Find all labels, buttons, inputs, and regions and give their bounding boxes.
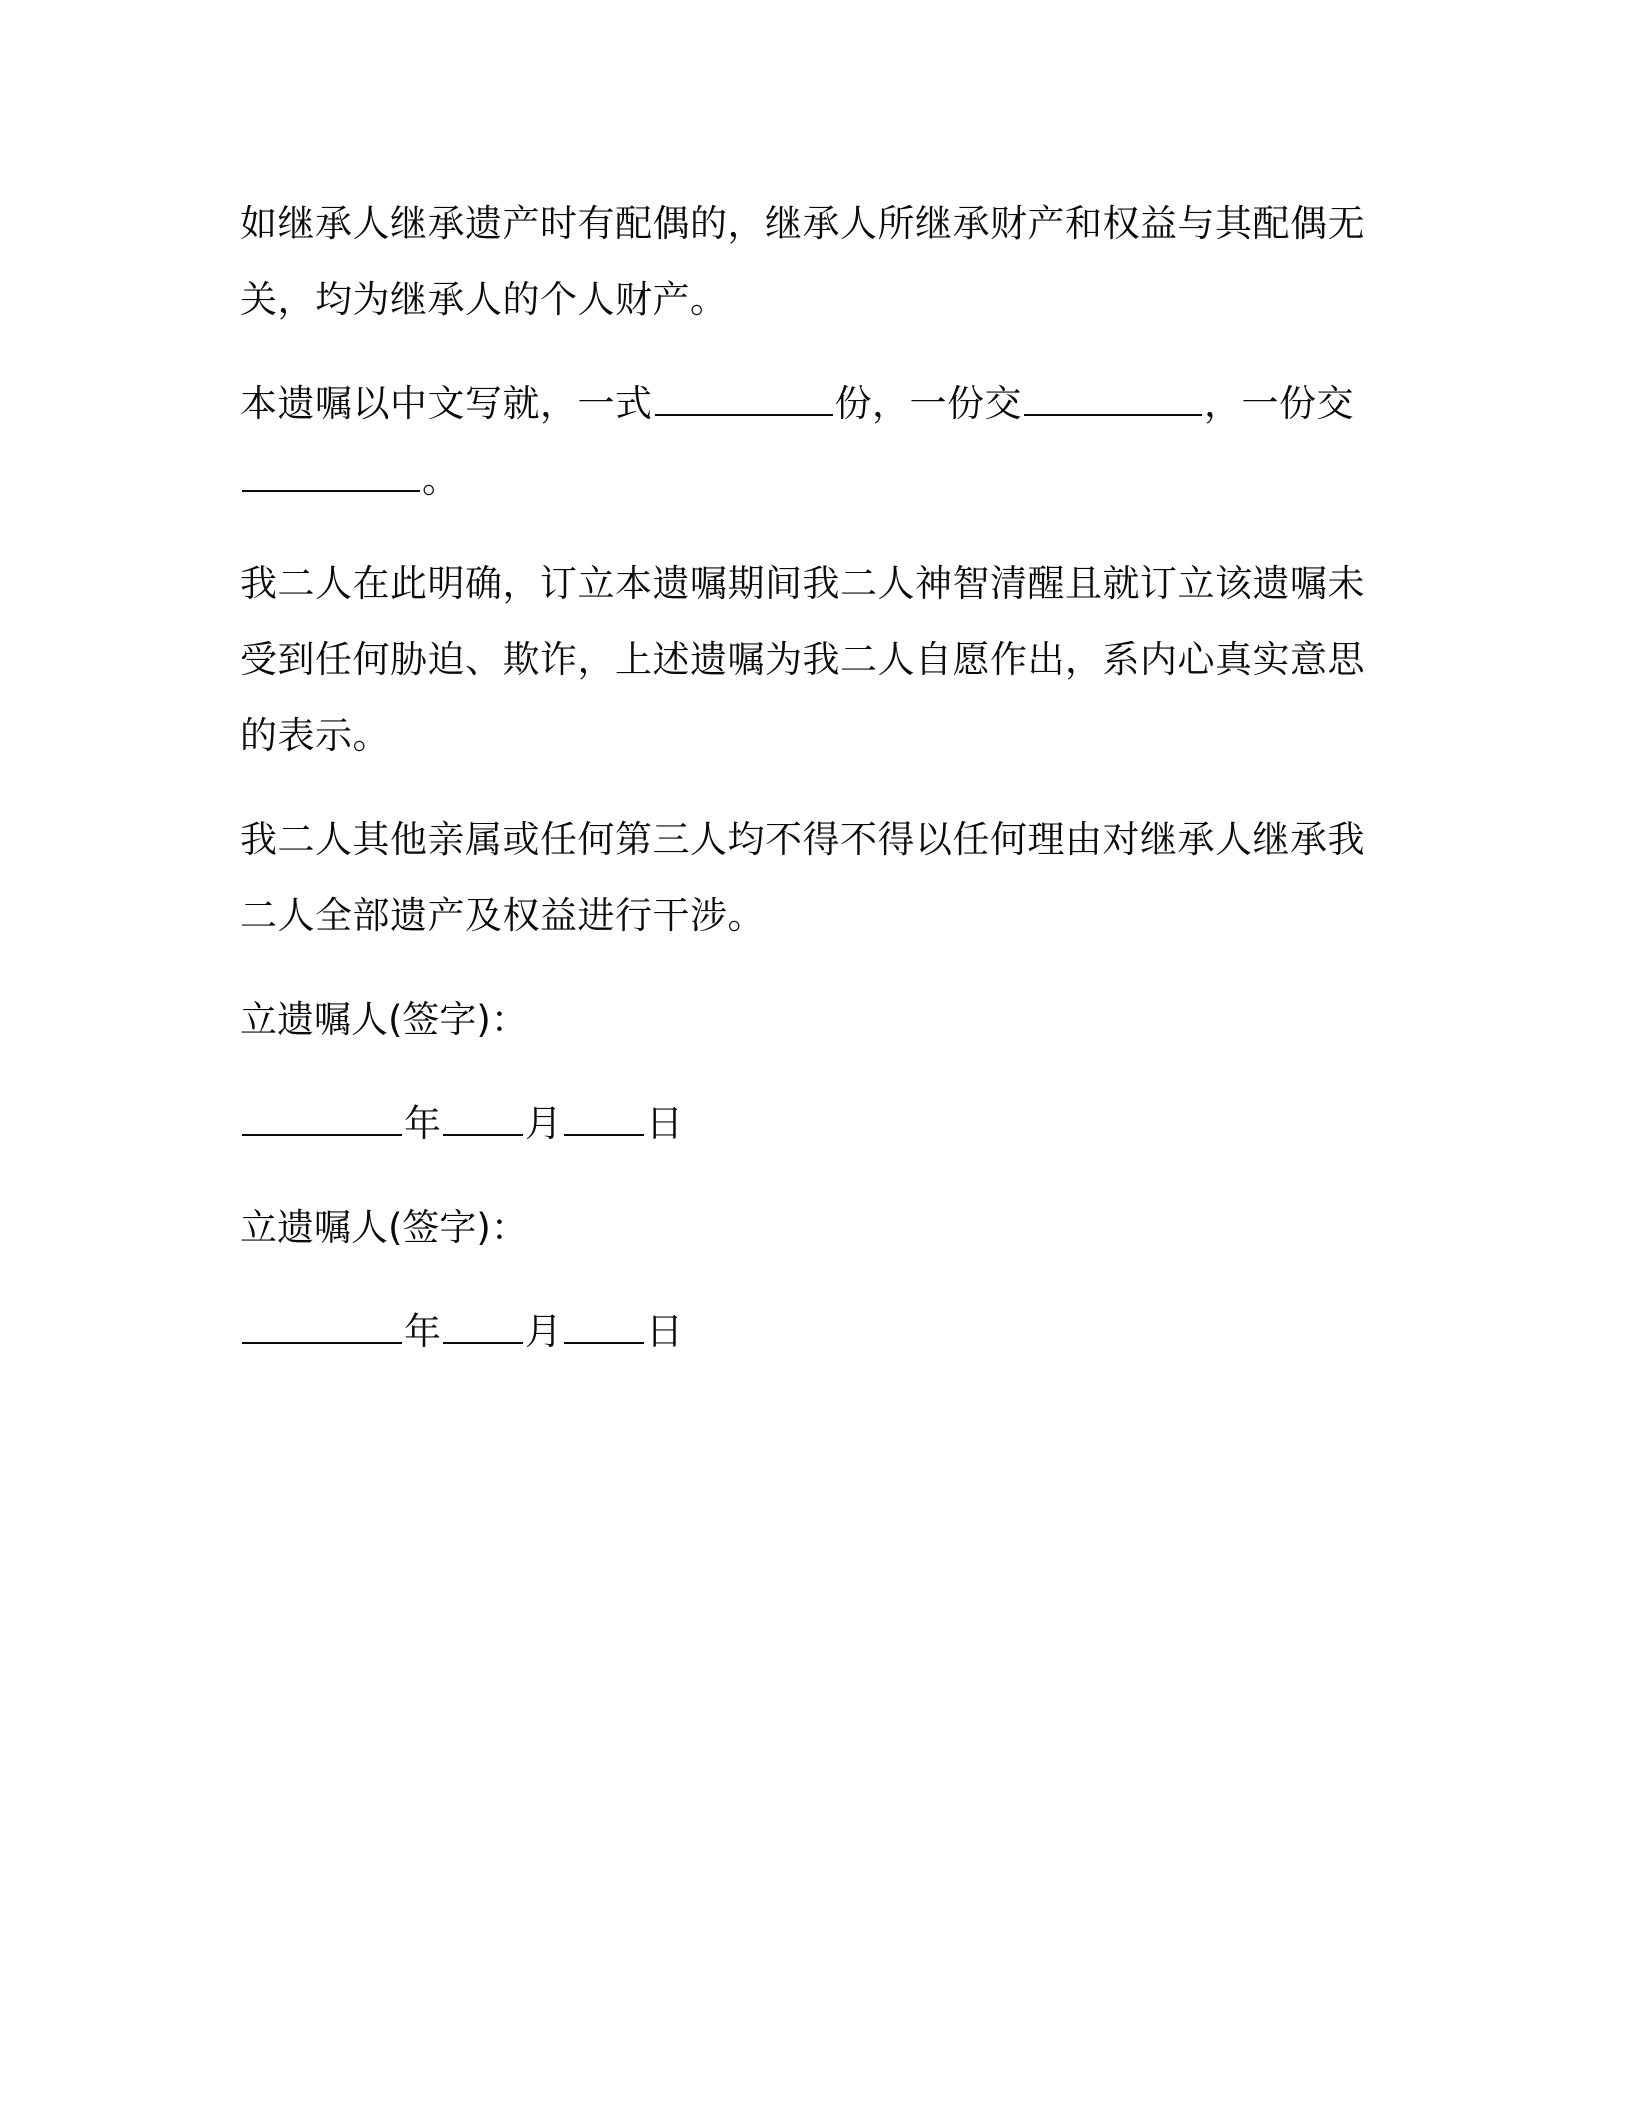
month-label: 月: [525, 1310, 562, 1353]
year-blank: [242, 1104, 402, 1136]
paragraph-line: 关，均为继承人的个人财产。: [240, 278, 728, 321]
paragraph-line: [240, 366, 1360, 442]
copies-count-blank: [655, 384, 833, 416]
paragraph-line: [240, 442, 1360, 518]
signature-date-row-2: [240, 1294, 1360, 1370]
month-label: 月: [525, 1102, 562, 1145]
signature-date-row-1: [240, 1086, 1360, 1162]
paragraph-line: 二人全部遗产及权益进行干涉。: [240, 894, 765, 937]
paragraph-sanity-clause: [240, 546, 1365, 774]
paragraph-line: 受到任何胁迫、欺诈，上述遗嘱为我二人自愿作出，系内心真实意思: [240, 638, 1365, 681]
day-label: 日: [646, 1102, 683, 1145]
copy-recipient-blank-1: [1024, 384, 1202, 416]
paragraph-line: 如继承人继承遗产时有配偶的，继承人所继承财产和权益与其配偶无: [240, 202, 1365, 245]
copies-text-3: ，一份交: [1204, 382, 1354, 425]
day-blank: [564, 1312, 644, 1344]
paragraph-non-interference-clause: [240, 802, 1365, 954]
year-label: 年: [404, 1102, 441, 1145]
year-blank: [242, 1312, 402, 1344]
paragraph-spouse-clause: [240, 186, 1365, 338]
day-label: 日: [646, 1310, 683, 1353]
day-blank: [564, 1104, 644, 1136]
year-label: 年: [404, 1310, 441, 1353]
paragraph-copies-clause: [240, 366, 1360, 518]
copies-text-4: 。: [422, 458, 460, 501]
testator-signature-label-1: 立遗嘱人(签字)：: [240, 998, 528, 1041]
paragraph-line: 我二人其他亲属或任何第三人均不得不得以任何理由对继承人继承我: [240, 818, 1365, 861]
copies-text-1: 本遗嘱以中文写就，一式: [240, 382, 653, 425]
paragraph-line: 的表示。: [240, 714, 390, 757]
paragraph-line: 我二人在此明确，订立本遗嘱期间我二人神智清醒且就订立该遗嘱未: [240, 562, 1365, 605]
month-blank: [443, 1312, 523, 1344]
copy-recipient-blank-2: [242, 460, 420, 492]
document-body: [240, 186, 1365, 1398]
month-blank: [443, 1104, 523, 1136]
copies-text-2: 份，一份交: [834, 382, 1022, 425]
testator-signature-label-2: 立遗嘱人(签字)：: [240, 1206, 528, 1249]
